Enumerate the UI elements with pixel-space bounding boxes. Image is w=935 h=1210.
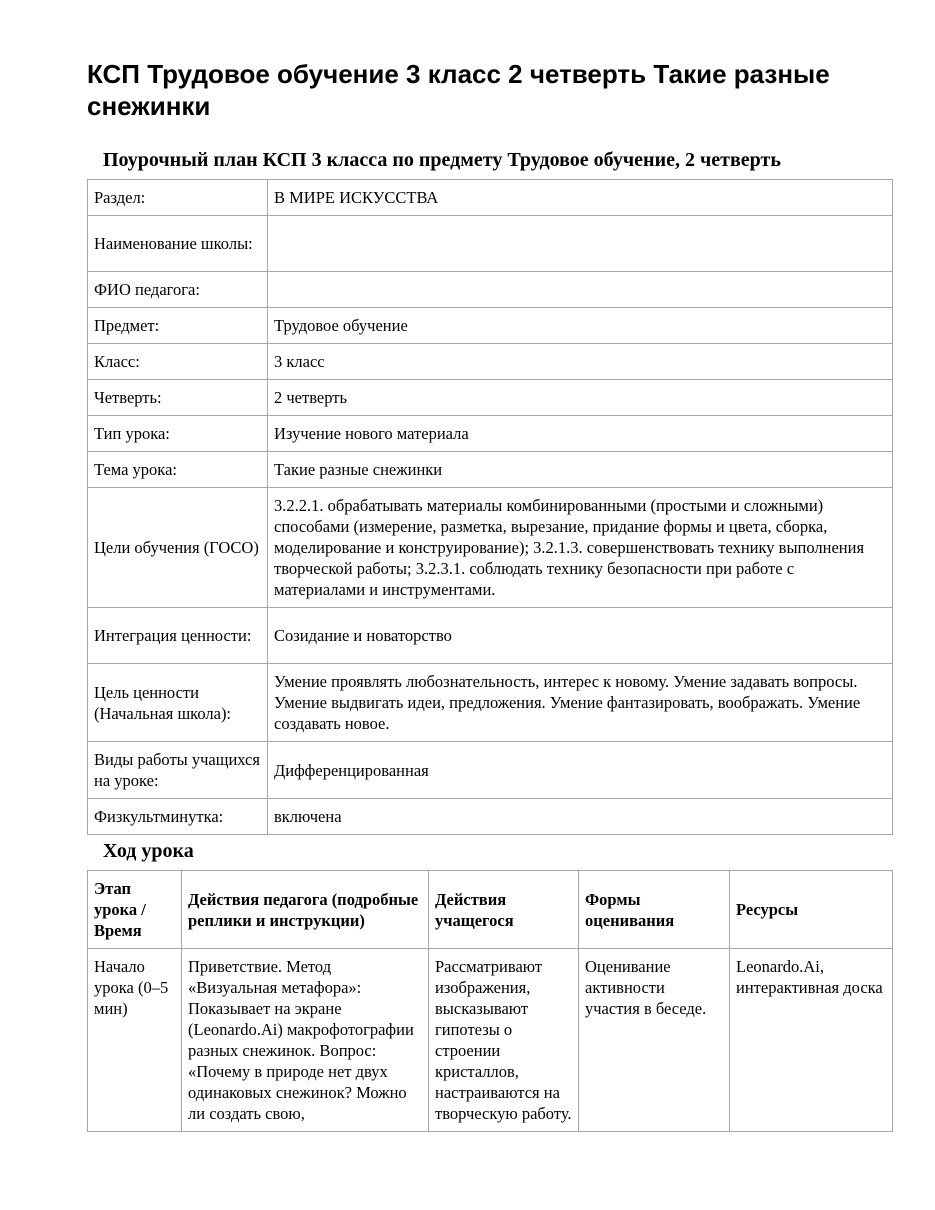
cell-teacher: Приветствие. Метод «Визуальная метафора»: Показывает на экране (Leonardo.Ai) макрофотографии разных снежинок. Вопрос: «Почему в природе нет двух одинаковых снежинок? Можно ли создать свою, <box>182 949 429 1132</box>
table-row <box>88 608 893 664</box>
lesson-info-table <box>87 179 893 835</box>
lesson-progress-table <box>87 870 893 1132</box>
info-value: Умение проявлять любознательность, интерес к новому. Умение задавать вопросы. Умение выдвигать идеи, предложения. Умение фантазировать, воображать. Умение создавать новое. <box>268 664 893 742</box>
info-label: Наименование школы: <box>88 216 268 272</box>
column-header-assessment: Формы оценивания <box>579 871 730 949</box>
plan-heading: Поурочный план КСП 3 класса по предмету Трудовое обучение, 2 четверть <box>103 149 781 171</box>
lesson-heading: Ход урока <box>103 840 194 862</box>
info-label: Четверть: <box>88 380 268 416</box>
column-header-teacher: Действия педагога (подробные реплики и инструкции) <box>182 871 429 949</box>
info-value: Трудовое обучение <box>268 308 893 344</box>
column-header-resources: Ресурсы <box>730 871 893 949</box>
info-value <box>268 216 893 272</box>
info-value: Такие разные снежинки <box>268 452 893 488</box>
cell-student: Рассматривают изображения, высказывают гипотезы о строении кристаллов, настраиваются на творческую работу. <box>429 949 579 1132</box>
table-row <box>88 664 893 742</box>
table-row <box>88 799 893 835</box>
info-value: В МИРЕ ИСКУССТВА <box>268 180 893 216</box>
info-label: Раздел: <box>88 180 268 216</box>
info-label: Тема урока: <box>88 452 268 488</box>
info-value: Дифференцированная <box>268 742 893 799</box>
cell-assessment: Оценивание активности участия в беседе. <box>579 949 730 1132</box>
cell-resources: Leonardo.Ai, интерактивная доска <box>730 949 893 1132</box>
table-row <box>88 949 893 1132</box>
table-row <box>88 380 893 416</box>
info-label: Цели обучения (ГОСО) <box>88 488 268 608</box>
table-row <box>88 452 893 488</box>
table-header-row <box>88 871 893 949</box>
info-label: Интеграция ценности: <box>88 608 268 664</box>
info-label: Тип урока: <box>88 416 268 452</box>
column-header-student: Действия учащегося <box>429 871 579 949</box>
info-value: включена <box>268 799 893 835</box>
table-row <box>88 742 893 799</box>
info-label: Предмет: <box>88 308 268 344</box>
table-row <box>88 308 893 344</box>
table-row <box>88 272 893 308</box>
table-row <box>88 216 893 272</box>
cell-stage: Начало урока (0–5 мин) <box>88 949 182 1132</box>
info-label: Виды работы учащихся на уроке: <box>88 742 268 799</box>
table-row <box>88 180 893 216</box>
info-value: Изучение нового материала <box>268 416 893 452</box>
table-row <box>88 488 893 608</box>
page-title: КСП Трудовое обучение 3 класс 2 четверть Такие разные снежинки <box>87 59 830 121</box>
info-label: ФИО педагога: <box>88 272 268 308</box>
table-row <box>88 344 893 380</box>
info-value: 2 четверть <box>268 380 893 416</box>
info-label: Цель ценности (Начальная школа): <box>88 664 268 742</box>
info-value: 3.2.2.1. обрабатывать материалы комбинированными (простыми и сложными) способами (измерение, разметка, вырезание, придание формы и цвета, сборка, моделирование и конструирование); 3.2.1.3. совершенствовать технику выполнения творческой работы; 3.2.3.1. соблюдать технику безопасности при работе с материалами и инструментами. <box>268 488 893 608</box>
info-label: Физкультминутка: <box>88 799 268 835</box>
column-header-stage: Этап урока / Время <box>88 871 182 949</box>
info-value <box>268 272 893 308</box>
table-row <box>88 416 893 452</box>
info-value: 3 класс <box>268 344 893 380</box>
info-label: Класс: <box>88 344 268 380</box>
info-value: Созидание и новаторство <box>268 608 893 664</box>
